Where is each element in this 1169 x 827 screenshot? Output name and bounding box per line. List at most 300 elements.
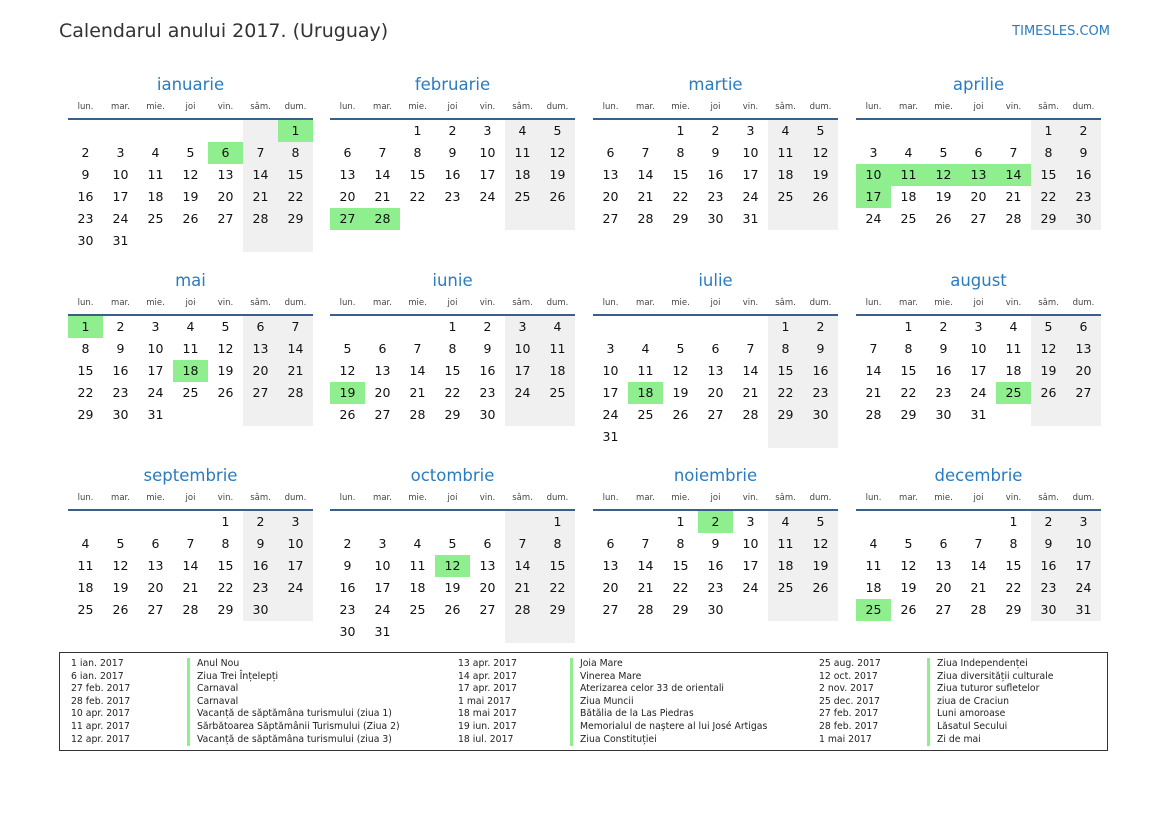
day-cell: 3 [378,536,387,551]
day-cell: 11 [77,558,94,573]
day-cell: 22 [1031,186,1066,208]
weekday-label: mie. [408,298,427,308]
empty-cell [996,120,1031,142]
day-cell: 19 [182,189,199,204]
day-cell: 11 [147,167,164,182]
day-cell: 7 [378,145,387,160]
empty-cell [400,316,435,338]
day-cell: 8 [448,341,457,356]
day-cell: 26 [900,602,917,617]
empty-cell [173,120,208,142]
day-cell: 29 [672,211,689,226]
day-cell: 25 [768,577,803,599]
holiday-date: 12 apr. 2017 [71,733,130,745]
day-cell: 4 [151,145,160,160]
weekday-label: mar. [373,298,392,308]
day-cell: 9 [81,167,90,182]
holiday-date: 1 mai 2017 [819,733,872,745]
holiday-date: 2 nov. 2017 [819,683,874,695]
weekday-label: lun. [602,298,619,308]
empty-cell [803,426,838,448]
day-cell: 25 [147,211,164,226]
weekday-header [856,296,1101,316]
weekday-label: joi [447,493,458,503]
weekday-label: vin. [217,298,234,308]
weekday-label: vin. [742,493,759,503]
day-cell: 10 [602,363,619,378]
day-cell: 19 [444,580,461,595]
day-cell: 5 [186,145,195,160]
day-cell: 5 [803,120,838,142]
day-cell: 11 [1005,341,1022,356]
day-cell: 11 [637,363,654,378]
weekday-header [330,296,575,316]
empty-cell [208,230,243,252]
day-cell: 11 [768,142,803,164]
day-cell: 12 [217,341,234,356]
empty-cell [173,230,208,252]
day-cell: 5 [540,120,575,142]
day-cell: 8 [540,533,575,555]
day-cell: 24 [742,189,759,204]
weekday-label: joi [185,298,196,308]
day-cell: 28 [182,602,199,617]
holiday-name: Ziua tuturor sufletelor [927,683,1054,696]
day-cell: 4 [186,319,195,334]
day-cell: 2 [698,511,733,533]
day-cell: 7 [243,142,278,164]
day-cell: 27 [479,602,496,617]
day-cell: 13 [707,363,724,378]
weekday-label: mie. [934,493,953,503]
day-cell: 18 [768,555,803,577]
day-cell: 30 [803,404,838,426]
day-cell: 16 [243,555,278,577]
day-cell: 22 [672,580,689,595]
day-cell: 16 [707,167,724,182]
day-cell: 17 [278,555,313,577]
day-cell: 15 [768,360,803,382]
day-cell: 9 [116,341,125,356]
day-cell: 26 [935,211,952,226]
day-cell: 1 [676,123,685,138]
day-cell: 7 [186,536,195,551]
day-cell: 19 [803,164,838,186]
weekday-header [330,491,575,511]
weekday-label: dum. [809,102,832,112]
day-cell: 18 [900,189,917,204]
day-cell: 13 [479,558,496,573]
empty-cell [435,208,470,230]
day-cell: 11 [505,142,540,164]
days-grid [856,316,1101,426]
day-cell: 15 [1005,558,1022,573]
empty-cell [593,316,628,338]
holiday-date: 18 iul. 2017 [458,733,514,745]
day-cell: 6 [939,536,948,551]
holiday-name: Carnaval [187,696,400,709]
month-iulie [593,270,838,448]
day-cell: 28 [409,407,426,422]
weekday-label: joi [973,493,984,503]
day-cell: 29 [768,404,803,426]
day-cell: 3 [505,316,540,338]
day-cell: 22 [768,382,803,404]
day-cell: 7 [641,536,650,551]
day-cell: 28 [365,208,400,230]
day-cell: 3 [151,319,160,334]
day-cell: 30 [479,407,496,422]
empty-cell [208,120,243,142]
weekday-label: sâm. [775,493,796,503]
day-cell: 2 [81,145,90,160]
day-cell: 18 [409,580,426,595]
days-grid [330,120,575,230]
holiday-name: Ziua Independenței [927,658,1054,671]
holiday-date: 1 mai 2017 [458,695,511,707]
day-cell: 3 [1066,511,1101,533]
empty-cell [470,511,505,533]
day-cell: 14 [243,164,278,186]
empty-cell [856,511,891,533]
empty-cell [926,511,961,533]
day-cell: 17 [856,186,891,208]
day-cell: 22 [1005,580,1022,595]
empty-cell [365,316,400,338]
empty-cell [138,120,173,142]
day-cell: 25 [505,186,540,208]
day-cell: 8 [413,145,422,160]
day-cell: 6 [343,145,352,160]
day-cell: 29 [1031,208,1066,230]
day-cell: 18 [505,164,540,186]
weekday-label: sâm. [1038,298,1059,308]
day-cell: 4 [81,536,90,551]
day-cell: 22 [900,385,917,400]
day-cell: 3 [606,341,615,356]
day-cell: 18 [77,580,94,595]
weekday-label: sâm. [250,102,271,112]
day-cell: 8 [1009,536,1018,551]
day-cell: 12 [540,142,575,164]
weekday-label: vin. [479,298,496,308]
weekday-header [68,100,313,120]
day-cell: 15 [409,167,426,182]
weekday-label: dum. [284,102,307,112]
days-grid [593,511,838,621]
day-cell: 11 [409,558,426,573]
weekday-label: mar. [636,102,655,112]
day-cell: 19 [217,363,234,378]
day-cell: 16 [339,580,356,595]
day-cell: 3 [116,145,125,160]
day-cell: 8 [221,536,230,551]
weekday-label: joi [710,298,721,308]
empty-cell [593,511,628,533]
empty-cell [891,120,926,142]
holiday-date: 1 ian. 2017 [71,658,124,669]
day-cell: 16 [707,558,724,573]
day-cell: 16 [803,360,838,382]
day-cell: 19 [900,580,917,595]
month-title: decembrie [934,466,1023,485]
day-cell: 26 [672,407,689,422]
weekday-label: vin. [742,102,759,112]
day-cell: 14 [637,167,654,182]
day-cell: 8 [278,142,313,164]
empty-cell [628,120,663,142]
day-cell: 13 [217,167,234,182]
weekday-label: sâm. [250,493,271,503]
weekday-label: joi [710,102,721,112]
weekday-header [68,296,313,316]
day-cell: 8 [81,341,90,356]
day-cell: 26 [217,385,234,400]
day-cell: 26 [803,577,838,599]
day-cell: 21 [865,385,882,400]
day-cell: 7 [413,341,422,356]
empty-cell [138,230,173,252]
weekday-label: dum. [284,298,307,308]
empty-cell [330,511,365,533]
empty-cell [540,621,575,643]
day-cell: 21 [637,189,654,204]
day-cell: 31 [602,429,619,444]
day-cell: 30 [339,624,356,639]
holiday-name: Vinerea Mare [570,671,767,684]
day-cell: 16 [935,363,952,378]
holiday-name: Luni amoroase [927,708,1054,721]
month-title: februarie [414,75,491,94]
holiday-date: 27 feb. 2017 [819,708,879,720]
day-cell: 25 [182,385,199,400]
day-cell: 12 [435,555,470,577]
empty-cell [103,120,138,142]
day-cell: 26 [1031,382,1066,404]
day-cell: 24 [1066,577,1101,599]
day-cell: 14 [278,338,313,360]
empty-cell [400,621,435,643]
day-cell: 9 [711,536,720,551]
holiday-name: ziua de Craciun [927,696,1054,709]
month-ianuarie [68,74,313,252]
day-cell: 13 [602,558,619,573]
day-cell: 28 [865,407,882,422]
day-cell: 2 [343,536,352,551]
day-cell: 6 [606,536,615,551]
day-cell: 25 [77,602,94,617]
day-cell: 5 [343,341,352,356]
day-cell: 19 [1031,360,1066,382]
day-cell: 7 [974,536,983,551]
day-cell: 17 [505,360,540,382]
day-cell: 9 [343,558,352,573]
day-cell: 30 [1031,599,1066,621]
weekday-label: lun. [77,493,94,503]
empty-cell [278,230,313,252]
day-cell: 24 [742,580,759,595]
day-cell: 12 [672,363,689,378]
day-cell: 12 [803,142,838,164]
empty-cell [208,404,243,426]
weekday-label: vin. [1005,102,1022,112]
day-cell: 21 [1005,189,1022,204]
holiday-date: 14 apr. 2017 [458,670,517,682]
days-grid [593,316,838,448]
day-cell: 1 [278,120,313,142]
day-cell: 1 [904,319,913,334]
month-title: iulie [698,271,733,290]
day-cell: 13 [374,363,391,378]
holiday-names-col-3 [927,658,1054,746]
day-cell: 23 [1066,186,1101,208]
empty-cell [330,316,365,338]
day-cell: 17 [742,167,759,182]
day-cell: 10 [374,558,391,573]
weekday-label: mar. [373,102,392,112]
holiday-name: Anul Nou [187,658,400,671]
day-cell: 9 [483,341,492,356]
weekday-label: joi [973,102,984,112]
weekday-label: joi [973,298,984,308]
day-cell: 6 [606,145,615,160]
empty-cell [926,120,961,142]
weekday-label: dum. [1072,493,1095,503]
day-cell: 3 [746,123,755,138]
day-cell: 22 [672,189,689,204]
day-cell: 5 [803,511,838,533]
empty-cell [243,120,278,142]
day-cell: 23 [77,211,94,226]
weekday-label: sâm. [512,102,533,112]
day-cell: 12 [339,363,356,378]
day-cell: 25 [900,211,917,226]
day-cell: 25 [637,407,654,422]
holiday-date: 25 aug. 2017 [819,658,881,669]
weekday-label: lun. [865,102,882,112]
weekday-label: mie. [671,298,690,308]
days-grid [593,120,838,230]
empty-cell [663,316,698,338]
day-cell: 4 [1009,319,1018,334]
day-cell: 20 [339,189,356,204]
weekday-label: vin. [217,102,234,112]
brand-link[interactable]: TIMESLES.COM [1012,24,1110,39]
day-cell: 17 [112,189,129,204]
day-cell: 6 [711,341,720,356]
day-cell: 23 [707,580,724,595]
empty-cell [435,621,470,643]
weekday-label: sâm. [775,298,796,308]
weekday-label: mar. [899,298,918,308]
day-cell: 4 [869,536,878,551]
day-cell: 18 [628,382,663,404]
empty-cell [768,599,803,621]
empty-cell [803,208,838,230]
day-cell: 25 [996,382,1031,404]
day-cell: 17 [479,167,496,182]
day-cell: 24 [479,189,496,204]
day-cell: 22 [540,577,575,599]
holiday-list [59,652,1108,751]
day-cell: 1 [540,511,575,533]
day-cell: 2 [448,123,457,138]
day-cell: 9 [939,341,948,356]
holiday-names-col-1 [187,658,400,746]
day-cell: 10 [742,536,759,551]
day-cell: 4 [768,120,803,142]
day-cell: 3 [483,123,492,138]
empty-cell [365,120,400,142]
day-cell: 23 [935,385,952,400]
empty-cell [891,511,926,533]
day-cell: 11 [768,533,803,555]
day-cell: 27 [970,211,987,226]
empty-cell [470,208,505,230]
holiday-name: Memorialul de naștere al lui José Artigas [570,721,767,734]
holiday-date: 17 apr. 2017 [458,683,517,695]
day-cell: 7 [869,341,878,356]
weekday-header [330,100,575,120]
empty-cell [400,208,435,230]
weekday-label: lun. [77,298,94,308]
weekday-label: mie. [146,102,165,112]
weekday-label: joi [710,493,721,503]
weekday-label: dum. [284,493,307,503]
holiday-date: 10 apr. 2017 [71,708,130,720]
empty-cell [698,316,733,338]
holiday-date: 28 feb. 2017 [71,695,131,707]
day-cell: 26 [444,602,461,617]
holiday-name: Bătălia de la Las Piedras [570,708,767,721]
day-cell: 6 [243,316,278,338]
day-cell: 21 [243,186,278,208]
month-title: martie [688,75,743,94]
weekday-label: lun. [865,493,882,503]
day-cell: 2 [1031,511,1066,533]
day-cell: 21 [278,360,313,382]
weekday-label: joi [447,298,458,308]
day-cell: 20 [217,189,234,204]
day-cell: 15 [278,164,313,186]
holiday-name: Ziua Trei Înțelepți [187,671,400,684]
day-cell: 12 [926,164,961,186]
day-cell: 3 [746,514,755,529]
weekday-label: lun. [865,298,882,308]
day-cell: 10 [479,145,496,160]
holiday-date: 27 feb. 2017 [71,683,131,695]
weekday-label: mar. [111,102,130,112]
day-cell: 27 [935,602,952,617]
weekday-label: mie. [408,493,427,503]
empty-cell [628,511,663,533]
day-cell: 13 [339,167,356,182]
empty-cell [470,621,505,643]
weekday-label: joi [447,102,458,112]
month-octombrie [330,465,575,643]
day-cell: 20 [479,580,496,595]
day-cell: 18 [147,189,164,204]
day-cell: 27 [243,382,278,404]
day-cell: 16 [1066,164,1101,186]
weekday-label: mie. [934,298,953,308]
month-martie [593,74,838,230]
holiday-date: 11 apr. 2017 [71,720,130,732]
day-cell: 11 [540,338,575,360]
empty-cell [628,316,663,338]
weekday-label: dum. [1072,298,1095,308]
day-cell: 29 [672,602,689,617]
